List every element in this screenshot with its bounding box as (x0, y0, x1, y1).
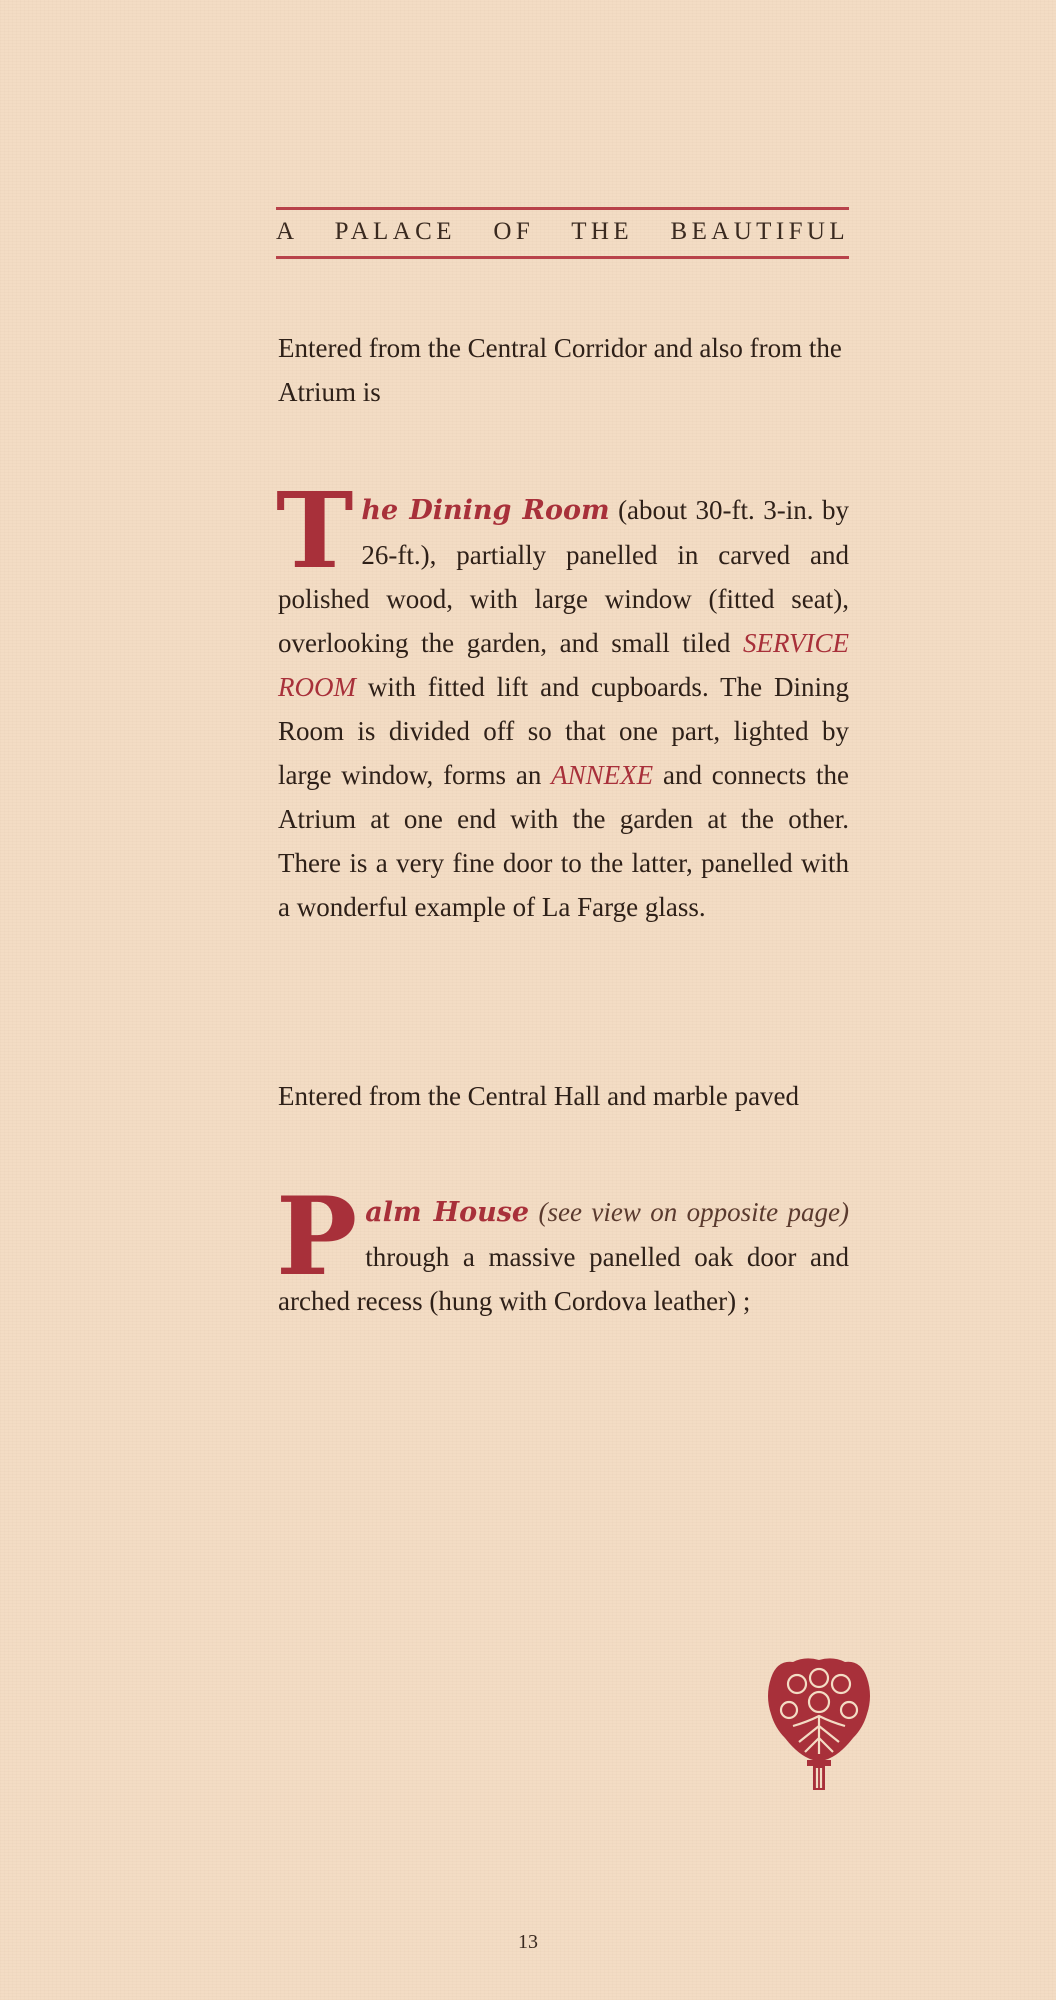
running-head: A PALACE OF THE BEAUTIFUL (276, 218, 849, 245)
drop-cap-p: P (276, 1174, 358, 1300)
page-number: 13 (518, 1931, 538, 1953)
palm-house-heading: alm House (365, 1197, 530, 1228)
palm-house-aside: (see view on opposite page) (529, 1197, 850, 1227)
header-rule-bottom (276, 256, 849, 259)
intro-paragraph-dining: Entered from the Central Corridor and also from the Atrium is (278, 333, 842, 407)
intro-paragraph-palm: Entered from the Central Hall and marble paved (278, 1081, 800, 1111)
dining-text-c: and connects the Atrium at one end with the garden at the other. There is a very fine door to the latter, panelled with a wonderful example of La Farge glass. (278, 760, 849, 922)
palm-house-text: through a massive panelled oak door and arched recess (hung with Cordova leather) ; (278, 1242, 849, 1316)
dining-text-a: (about 30-ft. 3-in. by 26-ft.), partially panelled in carved and polished wood, with large window (fitted seat), overlooking the garden, and small tiled (278, 495, 849, 658)
palm-house-paragraph (276, 1174, 850, 1323)
annexe-label: ANNEXE (551, 760, 654, 790)
dining-text-b: with fitted lift and cupboards. The Dining Room is divided off so that one part, lighted by large window, forms an (278, 672, 849, 790)
service-room-label: SERVICE ROOM (278, 628, 849, 702)
header-rule-top (276, 207, 849, 210)
thistle-ornament-icon (763, 1656, 875, 1790)
dining-room-paragraph (276, 469, 849, 929)
dining-room-heading: he Dining Room (361, 495, 610, 526)
drop-cap-t: T (276, 469, 354, 592)
